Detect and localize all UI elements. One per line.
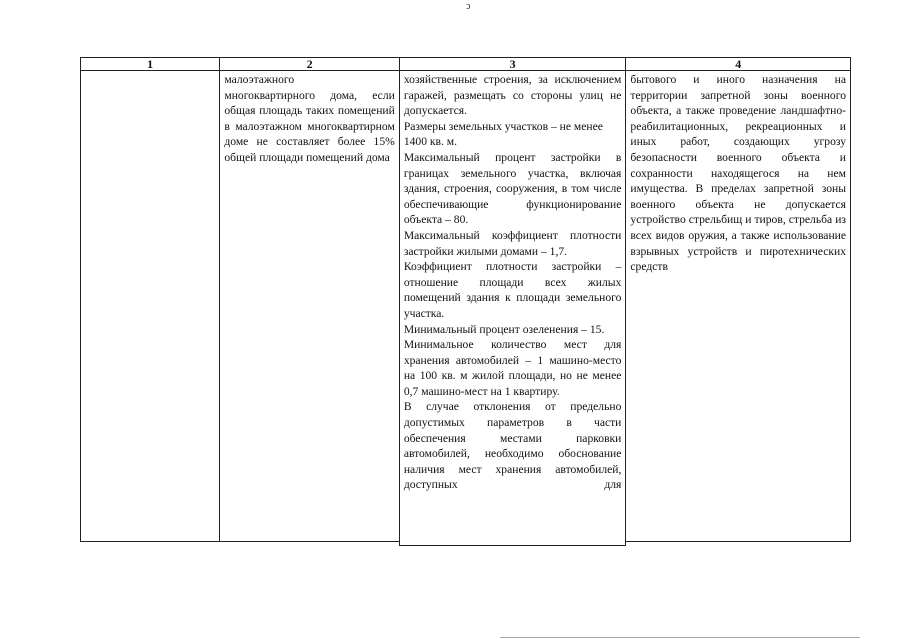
column-header-3: 3 bbox=[399, 58, 626, 71]
col3-paragraph-1: хозяйственные строения, за исключением гаражей, размещать со стороны улиц не допускается. bbox=[403, 73, 622, 118]
table-header-row bbox=[81, 58, 851, 71]
column-header-4: 4 bbox=[626, 58, 851, 71]
column-header-1: 1 bbox=[81, 58, 220, 71]
col3-paragraph-9: В случае отклонения от предельно допустимых параметров в части обеспечения местами парковки автомобилей, необходимо обоснование наличия мест хранения автомобилей, доступных для bbox=[403, 400, 622, 492]
col3-paragraph-3: 1400 кв. м. bbox=[403, 135, 458, 149]
cell-col4-text bbox=[626, 71, 850, 275]
cell-col2-text bbox=[220, 71, 398, 166]
col4-paragraph-1: бытового и иного назначения на территории запретной зоны военного объекта, а также проведение ландшафтно-реабилитационных, рекреационных и иных работ, создающих угрозу безопасности военного объекта и сохранности находящегося на нем имущества. В пределах запретной зоны военного объекта не допускается устройство стрельбищ и тиров, стрельба из всех видов оружия, а также использование взрывных устройств и пиротехнических средств bbox=[630, 73, 846, 274]
col3-paragraph-8: Минимальное количество мест для хранения автомобилей – 1 машино-место на 100 кв. м жилой площади, но не менее 0,7 машино-мест на 1 квартиру. bbox=[403, 338, 622, 398]
cell-col4-restrictions bbox=[626, 71, 851, 542]
cell-col2-usage-conditions bbox=[220, 71, 399, 542]
column-header-2: 2 bbox=[220, 58, 399, 71]
col2-paragraph-1: малоэтажного bbox=[224, 73, 295, 86]
cell-col3-parameters bbox=[399, 71, 626, 542]
cell-col3-text bbox=[400, 71, 626, 493]
cell-col1-empty bbox=[81, 71, 220, 542]
col3-border-extension bbox=[399, 540, 627, 546]
col3-paragraph-4: Максимальный процент застройки в границах земельного участка, включая здания, строения, сооружения, в том числе обеспечивающие функционирование объекта – 80. bbox=[403, 150, 622, 227]
regulations-table bbox=[80, 57, 851, 542]
page-number-mark: ͻ bbox=[466, 1, 471, 12]
scan-bottom-edge-mark bbox=[500, 637, 860, 638]
col3-paragraph-6: Коэффициент плотности застройки – отношение площади всех жилых помещений здания к площади земельного участка. bbox=[403, 260, 622, 320]
table-row bbox=[81, 71, 851, 542]
col3-paragraph-2: Размеры земельных участков – не менее bbox=[403, 119, 603, 133]
col2-paragraph-2: многоквартирного дома, если общая площадь таких помещений в малоэтажном многоквартирном доме не составляет более 15% общей площади помещений дома bbox=[224, 88, 395, 164]
col3-paragraph-7: Минимальный процент озеленения – 15. bbox=[403, 322, 605, 336]
col3-paragraph-5: Максимальный коэффициент плотности застройки жилыми домами – 1,7. bbox=[403, 228, 622, 258]
